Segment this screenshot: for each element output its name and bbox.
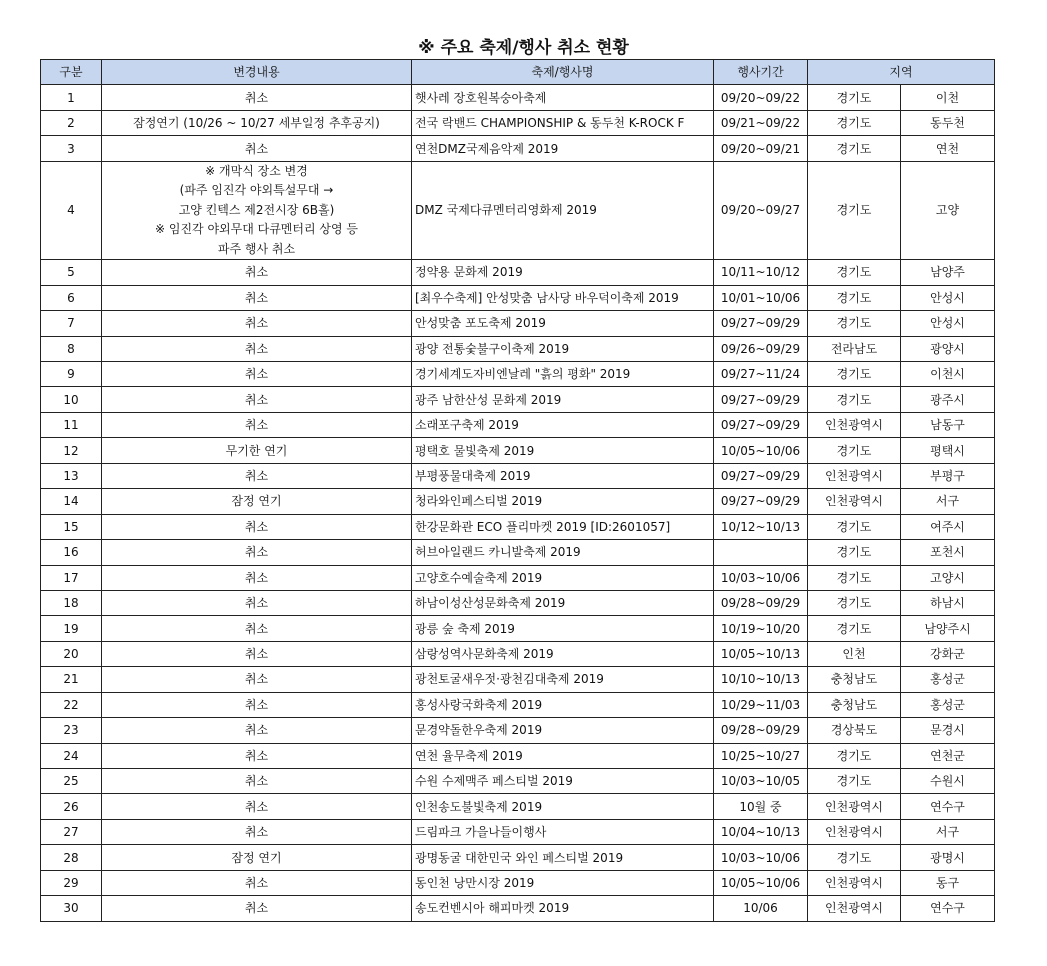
table-body [41, 85, 995, 921]
row-no: 28 [41, 845, 102, 870]
row-festival: [최우수축제] 안성맞춤 남사당 바우덕이축제 2019 [412, 285, 714, 310]
row-province: 경상북도 [808, 718, 901, 743]
row-province: 전라남도 [808, 336, 901, 361]
row-festival: 홍성사랑국화축제 2019 [412, 692, 714, 717]
row-no: 2 [41, 110, 102, 135]
row-festival: 정약용 문화제 2019 [412, 260, 714, 285]
row-period: 10/03~10/06 [714, 845, 808, 870]
table-row [41, 667, 995, 692]
row-province: 경기도 [808, 285, 901, 310]
row-no: 20 [41, 641, 102, 666]
row-city: 연천군 [901, 743, 995, 768]
row-province: 경기도 [808, 387, 901, 412]
row-period: 09/27~09/29 [714, 489, 808, 514]
row-change: 취소 [102, 692, 412, 717]
row-province: 경기도 [808, 590, 901, 615]
page-title: ※ 주요 축제/행사 취소 현황 [418, 38, 629, 58]
row-no: 29 [41, 870, 102, 895]
row-change: 취소 [102, 260, 412, 285]
row-period: 10월 중 [714, 794, 808, 819]
row-city: 홍성군 [901, 667, 995, 692]
row-city: 남양주시 [901, 616, 995, 641]
row-province: 경기도 [808, 311, 901, 336]
table-header-row [41, 60, 995, 85]
row-province: 경기도 [808, 161, 901, 260]
row-city: 남양주 [901, 260, 995, 285]
table-row [41, 565, 995, 590]
row-period: 09/20~09/21 [714, 136, 808, 161]
row-period: 09/27~09/29 [714, 412, 808, 437]
change-line: 고양 킨텍스 제2전시장 6B홀) [178, 202, 335, 217]
header-period: 행사기간 [714, 60, 808, 85]
row-no: 22 [41, 692, 102, 717]
row-change: 취소 [102, 743, 412, 768]
row-no: 1 [41, 85, 102, 110]
table-row [41, 794, 995, 819]
row-province: 경기도 [808, 260, 901, 285]
row-change: 취소 [102, 311, 412, 336]
row-change: 취소 [102, 794, 412, 819]
change-line: ※ 임진각 야외무대 다큐멘터리 상영 등 [154, 222, 358, 237]
row-period: 10/05~10/06 [714, 438, 808, 463]
row-festival: 동인천 낭만시장 2019 [412, 870, 714, 895]
row-no: 18 [41, 590, 102, 615]
row-period: 10/05~10/13 [714, 641, 808, 666]
row-province: 경기도 [808, 85, 901, 110]
row-no: 17 [41, 565, 102, 590]
row-period: 09/21~09/22 [714, 110, 808, 135]
row-province: 인천광역시 [808, 870, 901, 895]
row-no: 21 [41, 667, 102, 692]
row-city: 부평구 [901, 463, 995, 488]
row-change: 취소 [102, 336, 412, 361]
row-period: 09/27~09/29 [714, 387, 808, 412]
row-change: 취소 [102, 136, 412, 161]
row-change: 무기한 연기 [102, 438, 412, 463]
row-change: 취소 [102, 819, 412, 844]
row-festival: 경기세계도자비엔날레 "흙의 평화" 2019 [412, 362, 714, 387]
row-province: 인천광역시 [808, 412, 901, 437]
row-period: 09/27~09/29 [714, 463, 808, 488]
row-change: 잠정 연기 [102, 489, 412, 514]
row-province: 경기도 [808, 616, 901, 641]
row-festival: 햇사레 장호원복숭아축제 [412, 85, 714, 110]
table-row [41, 819, 995, 844]
table-row [41, 412, 995, 437]
row-period: 10/12~10/13 [714, 514, 808, 539]
row-no: 19 [41, 616, 102, 641]
row-city: 이천 [901, 85, 995, 110]
table-row [41, 362, 995, 387]
row-festival: 광주 남한산성 문화제 2019 [412, 387, 714, 412]
row-no: 10 [41, 387, 102, 412]
row-change: 취소 [102, 362, 412, 387]
row-change: 취소 [102, 412, 412, 437]
row-province: 경기도 [808, 362, 901, 387]
row-period: 09/27~09/29 [714, 311, 808, 336]
table-row [41, 870, 995, 895]
row-festival: 인천송도불빛축제 2019 [412, 794, 714, 819]
row-period: 09/27~11/24 [714, 362, 808, 387]
row-festival: 광천토굴새우젓·광천김대축제 2019 [412, 667, 714, 692]
row-no: 11 [41, 412, 102, 437]
header-change: 변경내용 [102, 60, 412, 85]
table-row [41, 438, 995, 463]
row-no: 23 [41, 718, 102, 743]
row-province: 경기도 [808, 540, 901, 565]
row-province: 인천광역시 [808, 794, 901, 819]
festival-table [40, 59, 995, 922]
row-city: 동두천 [901, 110, 995, 135]
row-province: 인천 [808, 641, 901, 666]
row-no: 13 [41, 463, 102, 488]
table-row [41, 896, 995, 921]
row-festival: 광명동굴 대한민국 와인 페스티벌 2019 [412, 845, 714, 870]
table-row [41, 489, 995, 514]
row-change: 취소 [102, 718, 412, 743]
row-period: 09/26~09/29 [714, 336, 808, 361]
row-festival: 수원 수제맥주 페스티벌 2019 [412, 769, 714, 794]
row-city: 서구 [901, 819, 995, 844]
row-period: 09/28~09/29 [714, 590, 808, 615]
row-province: 인천광역시 [808, 489, 901, 514]
row-festival: 허브아일랜드 카니발축제 2019 [412, 540, 714, 565]
row-period: 10/04~10/13 [714, 819, 808, 844]
row-period: 09/20~09/22 [714, 85, 808, 110]
table-row [41, 311, 995, 336]
row-period: 10/01~10/06 [714, 285, 808, 310]
row-festival: 소래포구축제 2019 [412, 412, 714, 437]
table-row [41, 590, 995, 615]
row-province: 경기도 [808, 514, 901, 539]
row-period: 10/25~10/27 [714, 743, 808, 768]
row-no: 5 [41, 260, 102, 285]
row-province: 충청남도 [808, 692, 901, 717]
row-city: 강화군 [901, 641, 995, 666]
row-city: 수원시 [901, 769, 995, 794]
row-festival: 평택호 물빛축제 2019 [412, 438, 714, 463]
row-no: 26 [41, 794, 102, 819]
row-change: 취소 [102, 387, 412, 412]
row-no: 9 [41, 362, 102, 387]
row-change: 취소 [102, 463, 412, 488]
row-city: 광명시 [901, 845, 995, 870]
table-row [41, 743, 995, 768]
row-province: 경기도 [808, 110, 901, 135]
row-change: 취소 [102, 540, 412, 565]
table-row [41, 285, 995, 310]
row-city: 고양 [901, 161, 995, 260]
row-province: 경기도 [808, 845, 901, 870]
row-city: 문경시 [901, 718, 995, 743]
row-change: 취소 [102, 769, 412, 794]
row-festival: 문경약돌한우축제 2019 [412, 718, 714, 743]
row-change [102, 161, 412, 260]
row-province: 경기도 [808, 136, 901, 161]
row-no: 3 [41, 136, 102, 161]
change-line: ※ 개막식 장소 변경 [205, 163, 308, 178]
row-festival: 연천 율무축제 2019 [412, 743, 714, 768]
row-province: 경기도 [808, 438, 901, 463]
row-change: 취소 [102, 896, 412, 921]
row-period: 10/29~11/03 [714, 692, 808, 717]
table-row [41, 161, 995, 260]
row-province: 경기도 [808, 565, 901, 590]
row-no: 27 [41, 819, 102, 844]
row-change: 취소 [102, 85, 412, 110]
row-no: 4 [41, 161, 102, 260]
row-festival: 한강문화관 ECO 플리마켓 2019 [ID:2601057] [412, 514, 714, 539]
row-city: 하남시 [901, 590, 995, 615]
row-festival: 송도컨벤시아 해피마켓 2019 [412, 896, 714, 921]
table-row [41, 85, 995, 110]
row-festival: 연천DMZ국제음악제 2019 [412, 136, 714, 161]
row-city: 광양시 [901, 336, 995, 361]
row-city: 연수구 [901, 794, 995, 819]
row-period: 09/20~09/27 [714, 161, 808, 260]
table-row [41, 641, 995, 666]
row-period: 10/03~10/05 [714, 769, 808, 794]
row-city: 고양시 [901, 565, 995, 590]
table-row [41, 260, 995, 285]
row-festival: 청라와인페스티벌 2019 [412, 489, 714, 514]
table-row [41, 692, 995, 717]
row-period: 10/06 [714, 896, 808, 921]
row-change: 취소 [102, 590, 412, 615]
row-festival: 광릉 숲 축제 2019 [412, 616, 714, 641]
row-festival: 고양호수예술축제 2019 [412, 565, 714, 590]
row-city: 남동구 [901, 412, 995, 437]
row-no: 8 [41, 336, 102, 361]
row-city: 홍성군 [901, 692, 995, 717]
row-change: 취소 [102, 667, 412, 692]
row-change: 잠정연기 (10/26 ~ 10/27 세부일정 추후공지) [102, 110, 412, 135]
row-city: 연천 [901, 136, 995, 161]
row-province: 충청남도 [808, 667, 901, 692]
header-region: 지역 [808, 60, 995, 85]
table-row [41, 110, 995, 135]
row-period: 10/11~10/12 [714, 260, 808, 285]
row-no: 7 [41, 311, 102, 336]
row-no: 15 [41, 514, 102, 539]
row-city: 연수구 [901, 896, 995, 921]
row-city: 이천시 [901, 362, 995, 387]
row-no: 30 [41, 896, 102, 921]
row-no: 25 [41, 769, 102, 794]
row-festival: 드림파크 가을나들이행사 [412, 819, 714, 844]
row-city: 안성시 [901, 311, 995, 336]
change-line: 파주 행사 취소 [217, 241, 296, 256]
row-festival: 광양 전통숯불구이축제 2019 [412, 336, 714, 361]
table-row [41, 540, 995, 565]
row-province: 인천광역시 [808, 463, 901, 488]
header-festival: 축제/행사명 [412, 60, 714, 85]
row-period: 10/19~10/20 [714, 616, 808, 641]
header-no: 구분 [41, 60, 102, 85]
row-period [714, 540, 808, 565]
table-row [41, 463, 995, 488]
table-row [41, 616, 995, 641]
row-city: 포천시 [901, 540, 995, 565]
row-period: 10/05~10/06 [714, 870, 808, 895]
row-period: 10/03~10/06 [714, 565, 808, 590]
row-festival: 하남이성산성문화축제 2019 [412, 590, 714, 615]
row-festival: 전국 락밴드 CHAMPIONSHIP & 동두천 K-ROCK F [412, 110, 714, 135]
row-city: 동구 [901, 870, 995, 895]
row-change: 취소 [102, 616, 412, 641]
table-row [41, 718, 995, 743]
row-change: 취소 [102, 641, 412, 666]
row-change: 취소 [102, 514, 412, 539]
row-no: 24 [41, 743, 102, 768]
row-no: 12 [41, 438, 102, 463]
row-period: 09/28~09/29 [714, 718, 808, 743]
row-festival: 안성맞춤 포도축제 2019 [412, 311, 714, 336]
row-festival: 부평풍물대축제 2019 [412, 463, 714, 488]
table-row [41, 387, 995, 412]
row-change: 취소 [102, 565, 412, 590]
row-change: 취소 [102, 870, 412, 895]
row-no: 14 [41, 489, 102, 514]
row-province: 경기도 [808, 769, 901, 794]
row-change: 잠정 연기 [102, 845, 412, 870]
row-festival: DMZ 국제다큐멘터리영화제 2019 [412, 161, 714, 260]
row-no: 6 [41, 285, 102, 310]
table-row [41, 845, 995, 870]
row-city: 여주시 [901, 514, 995, 539]
row-province: 인천광역시 [808, 819, 901, 844]
table-row [41, 136, 995, 161]
row-period: 10/10~10/13 [714, 667, 808, 692]
table-row [41, 769, 995, 794]
table-row [41, 336, 995, 361]
row-city: 안성시 [901, 285, 995, 310]
row-change: 취소 [102, 285, 412, 310]
row-province: 인천광역시 [808, 896, 901, 921]
change-line: (파주 임진각 야외특설무대 → [179, 183, 334, 198]
row-city: 평택시 [901, 438, 995, 463]
row-city: 광주시 [901, 387, 995, 412]
row-province: 경기도 [808, 743, 901, 768]
row-city: 서구 [901, 489, 995, 514]
row-festival: 삼랑성역사문화축제 2019 [412, 641, 714, 666]
table-row [41, 514, 995, 539]
row-no: 16 [41, 540, 102, 565]
